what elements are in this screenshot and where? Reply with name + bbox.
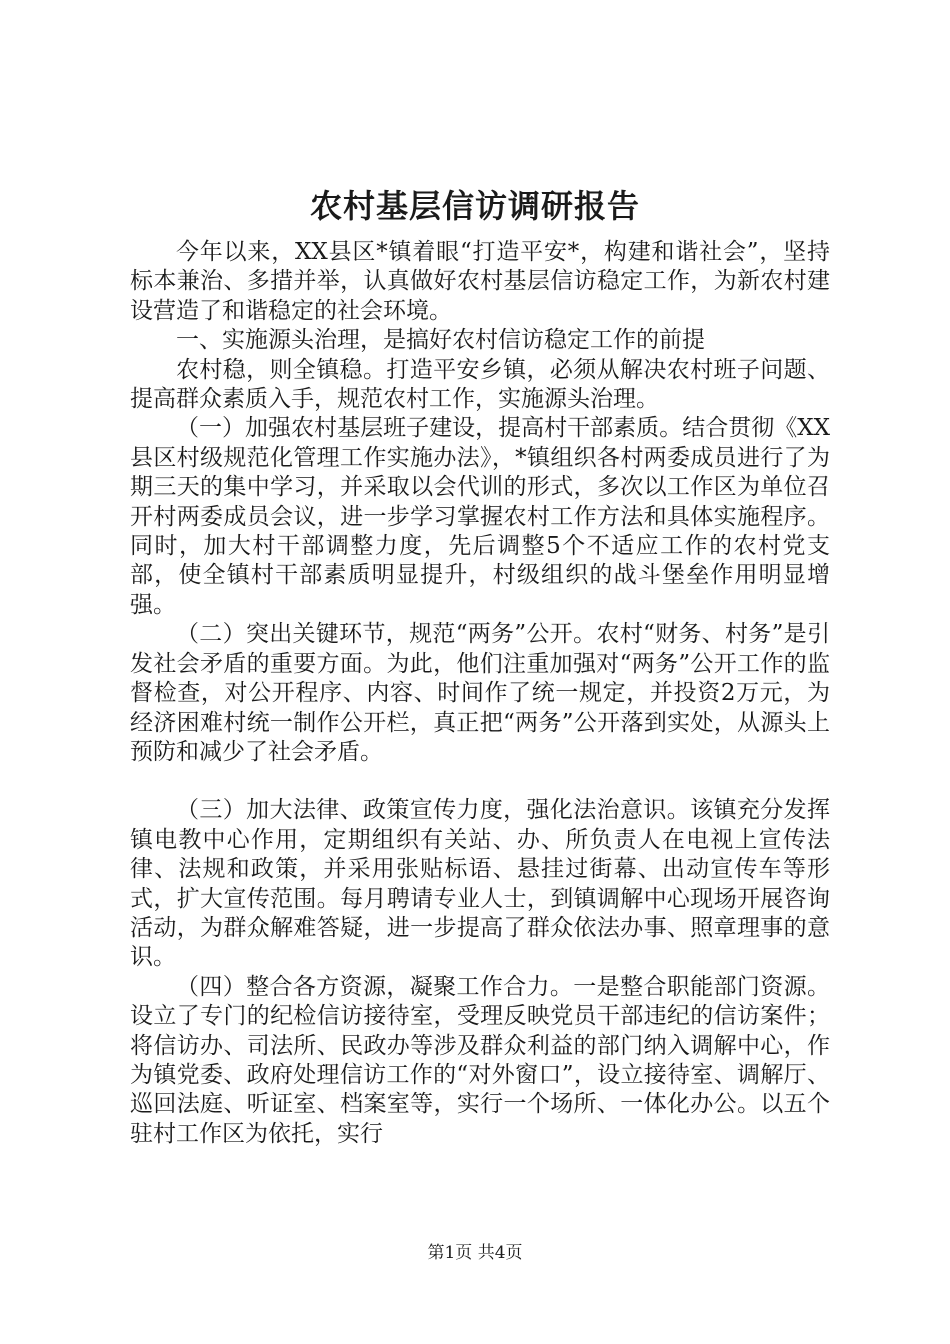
paragraph-item-4: （四）整合各方资源，凝聚工作合力。一是整合职能部门资源。设立了专门的纪检信访接待室，受理反映党员干部违纪的信访案件；将信访办、司法所、民政办等涉及群众利益的部门纳入调解中心，作为镇党委、政府处理信访工作的“对外窗口”，设立接待室、调解厅、巡回法庭、听证室、档案室等，实行一个场所、一体化办公。以五个驻村工作区为依托，实行 (130, 973, 830, 1147)
document-body (130, 238, 830, 1149)
paragraph-item-1: （一）加强农村基层班子建设，提高村干部素质。结合贯彻《XX县区村级规范化管理工作实施办法》，*镇组织各村两委成员进行了为期三天的集中学习，并采取以会代训的形式，多次以工作区为单位召开村两委成员会议，进一步学习掌握农村工作方法和具体实施程序。同时，加大村干部调整力度，先后调整5个不适应工作的农村党支部，使全镇村干部素质明显提升，村级组织的战斗堡垒作用明显增强。 (130, 415, 830, 618)
paragraph-section-1-intro: 农村稳，则全镇稳。打造平安乡镇，必须从解决农村班子问题、提高群众素质入手，规范农村工作，实施源头治理。 (130, 356, 830, 413)
paragraph-item-2: （二）突出关键环节，规范“两务”公开。农村“财务、村务”是引发社会矛盾的重要方面。为此，他们注重加强对“两务”公开工作的监督检查，对公开程序、内容、时间作了统一规定，并投资2万元，为经济困难村统一制作公开栏，真正把“两务”公开落到实处，从源头上预防和减少了社会矛盾。 (130, 621, 830, 765)
paragraph-intro: 今年以来，XX县区*镇着眼“打造平安*，构建和谐社会”，坚持标本兼治、多措并举，认真做好农村基层信访稳定工作，为新农村建设营造了和谐稳定的社会环境。 (130, 239, 830, 324)
page-number: 第1页 共4页 (427, 1243, 523, 1263)
paragraph-item-3: （三）加大法律、政策宣传力度，强化法治意识。该镇充分发挥镇电教中心作用，定期组织有关站、办、所负责人在电视上宣传法律、法规和政策，并采用张贴标语、悬挂过街幕、出动宣传车等形式，扩大宣传范围。每月聘请专业人士，到镇调解中心现场开展咨询活动，为群众解难答疑，进一步提高了群众依法办事、照章理事的意识。 (130, 797, 830, 971)
document-title: 农村基层信访调研报告 (309, 187, 640, 225)
section-heading-1: 一、实施源头治理，是搞好农村信访稳定工作的前提 (176, 327, 705, 354)
